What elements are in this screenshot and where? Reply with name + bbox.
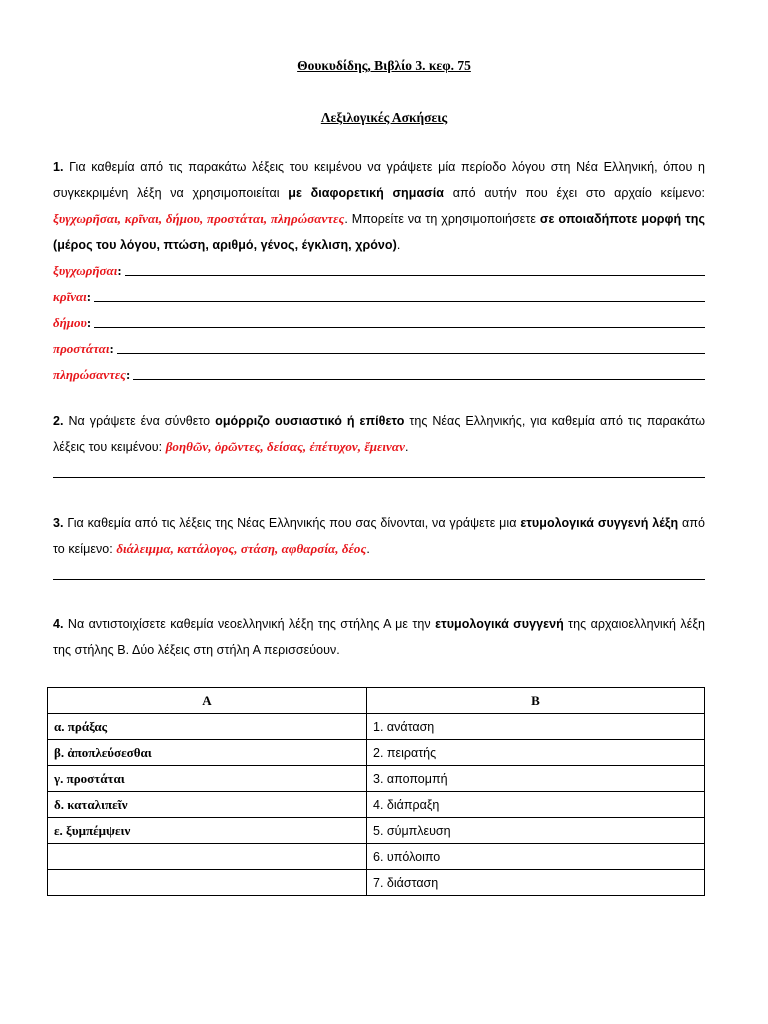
table-row: [48, 792, 705, 818]
question-1-text: 1. Για καθεμία από τις παρακάτω λέξεις του κειμένου να γράψετε μία περίοδο λόγου στη Νέα Ελληνική, όπου η συγκεκριμένη λέξη να χρησιμοποιείται με διαφορετική σημασία από αυτήν που έχει στο αρχαίο κείμενο: ξυγχωρῆσαι, κρῖναι, δήμου, προστάται, πληρώσαντες. Μπορείτε να τη χρησιμοποιήσετε σε οποιαδήποτε μορφή της (μέρος του λόγου, πτώση, αριθμό, γένος, έγκλιση, χρόνο).: [53, 160, 705, 252]
answer-blank[interactable]: [94, 326, 705, 328]
page-title: Θουκυδίδης, Βιβλίο 3. κεφ. 75: [297, 58, 471, 73]
matching-table: [47, 687, 705, 896]
answer-line-q3[interactable]: [53, 579, 705, 580]
question-3-number: 3.: [53, 516, 64, 530]
question-3-words: διάλειμμα, κατάλογος, στάση, αφθαρσία, δέος: [116, 541, 367, 556]
column-a-cell: γ. προστάται: [48, 766, 367, 792]
column-b-cell: 7. διάσταση: [367, 870, 705, 896]
table-row: [48, 714, 705, 740]
question-1-number: 1.: [53, 160, 64, 174]
column-b-header: Β: [367, 688, 705, 714]
question-2-words: βοηθῶν, ὁρῶντες, δείσας, ἐπέτυχον, ἔμειναν: [165, 439, 405, 454]
column-a-header: Α: [48, 688, 367, 714]
question-2-number: 2.: [53, 414, 64, 428]
table-header-row: [48, 688, 705, 714]
column-b-cell: 1. ανάταση: [367, 714, 705, 740]
answer-line-1[interactable]: ξυγχωρῆσαι :: [53, 259, 705, 279]
table-row: [48, 740, 705, 766]
column-b-cell: 3. αποπομπή: [367, 766, 705, 792]
column-b-cell: 4. διάπραξη: [367, 792, 705, 818]
answer-blank[interactable]: [117, 352, 705, 354]
answer-line-q2[interactable]: [53, 477, 705, 478]
column-a-cell: ε. ξυμπέμψειν: [48, 818, 367, 844]
table-row: [48, 818, 705, 844]
answer-line-3[interactable]: δήμου :: [53, 311, 705, 331]
question-3-text: 3. Για καθεμία από τις λέξεις της Νέας Ελληνικής που σας δίνονται, να γράψετε μια ετυμολογικά συγγενή λέξη από το κείμενο: διάλειμμα, κατάλογος, στάση, αφθαρσία, δέος.: [53, 516, 706, 556]
column-a-cell: [48, 844, 367, 870]
answer-blank[interactable]: [94, 300, 705, 302]
column-a-cell: [48, 870, 367, 896]
page-subtitle: Λεξιλογικές Ασκήσεις: [320, 110, 448, 125]
table-row: [48, 870, 705, 896]
answer-blank[interactable]: [125, 274, 705, 276]
column-b-cell: 2. πειρατής: [367, 740, 705, 766]
column-a-cell: δ. καταλιπεῖν: [48, 792, 367, 818]
answer-line-2[interactable]: κρῖναι :: [53, 285, 705, 305]
question-4-number: 4.: [53, 617, 64, 631]
question-2-text: 2. Να γράψετε ένα σύνθετο ομόρριζο ουσιαστικό ή επίθετο της Νέας Ελληνικής, για καθεμία από τις παρακάτω λέξεις του κειμένου: βοηθῶν, ὁρῶντες, δείσας, ἐπέτυχον, ἔμειναν.: [53, 414, 705, 454]
answer-line-4[interactable]: προστάται :: [53, 337, 705, 357]
question-4-text: 4. Να αντιστοιχίσετε καθεμία νεοελληνική λέξη της στήλης Α με την ετυμολογικά συγγενή της αρχαιοελληνική λέξη της στήλης Β. Δύο λέξεις στη στήλη Α περισσεύουν.: [53, 617, 705, 657]
question-1-words: ξυγχωρῆσαι, κρῖναι, δήμου, προστάται, πληρώσαντες: [53, 211, 345, 226]
column-a-cell: α. πράξας: [48, 714, 367, 740]
answer-blank[interactable]: [133, 378, 705, 380]
answer-line-5[interactable]: πληρώσαντες :: [53, 363, 705, 383]
column-a-cell: β. ἀποπλεύσεσθαι: [48, 740, 367, 766]
table-row: [48, 766, 705, 792]
column-b-cell: 5. σύμπλευση: [367, 818, 705, 844]
column-b-cell: 6. υπόλοιπο: [367, 844, 705, 870]
table-row: [48, 844, 705, 870]
